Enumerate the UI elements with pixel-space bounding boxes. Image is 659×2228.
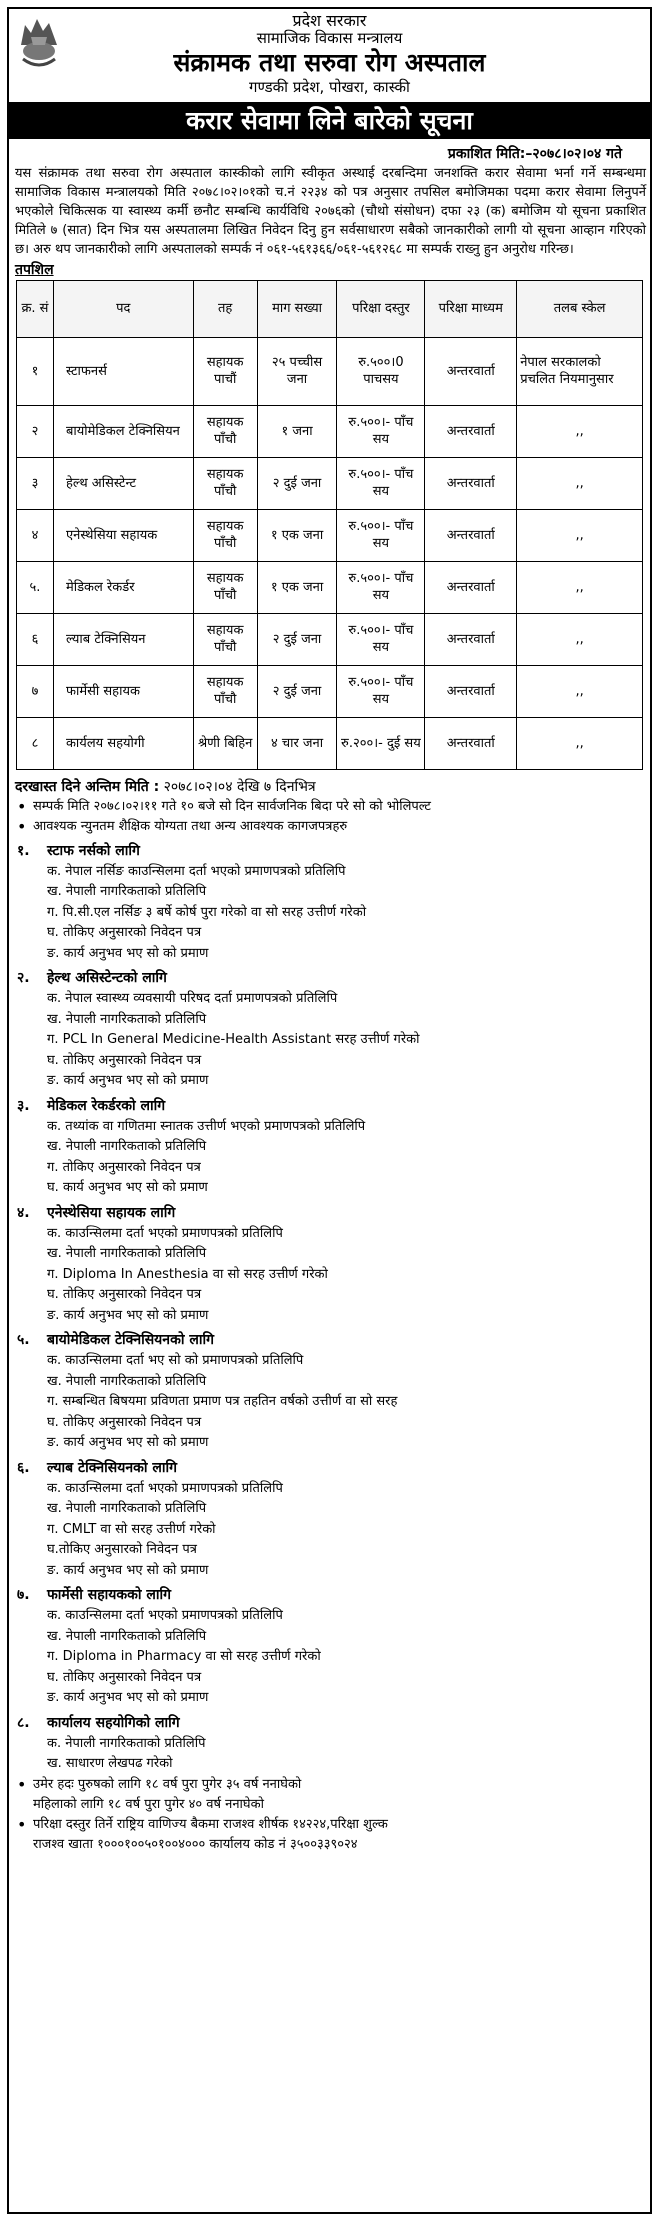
- table-cell: ७: [17, 665, 54, 717]
- table-cell: १ एक जना: [257, 509, 337, 561]
- vacancy-table: [16, 280, 643, 770]
- section-title: हेल्थ असिस्टेन्टको लागि: [47, 970, 167, 987]
- requirement-item: ख. नेपाली नागरिकताको प्रतिलिपि: [47, 884, 207, 900]
- table-cell: अन्तरवार्ता: [425, 509, 517, 561]
- section-heading: [9, 1202, 650, 1224]
- requirement-item: ङ. कार्य अनुभव भए सो को प्रमाण: [47, 1562, 209, 1578]
- section-number: ७.: [17, 1587, 30, 1604]
- table-cell: सहायक पाँचौ: [193, 405, 257, 457]
- requirement-item: ख. नेपाली नागरिकताको प्रतिलिपि: [47, 1501, 207, 1517]
- table-cell: अन्तरवार्ता: [425, 337, 517, 405]
- section-heading: [9, 967, 650, 989]
- table-cell: अन्तरवार्ता: [425, 613, 517, 665]
- requirement-item: ङ. कार्य अनुभव भए सो को प्रमाण: [47, 945, 209, 961]
- requirement-item: घ. कार्य अनुभव भए सो को प्रमाण: [47, 1180, 208, 1196]
- requirement-item: क. तथ्यांक वा गणितमा स्नातक उत्तीर्ण भएको प्रमाणपत्रको प्रतिलिपि: [47, 1118, 366, 1134]
- table-row: [17, 717, 643, 769]
- table-cell: रु.५००।- पाँच सय: [337, 665, 425, 717]
- table-cell: ६: [17, 613, 54, 665]
- requirement-item: ख. नेपाली नागरिकताको प्रतिलिपि: [47, 1628, 207, 1644]
- section-heading: [9, 1457, 650, 1479]
- header-address: गण्डकी प्रदेश, पोखरा, कास्की: [249, 78, 410, 97]
- requirement-item: ग. सम्बन्धित बिषयमा प्रविणता प्रमाण पत्र तहतिन वर्षको उत्तीर्ण वा सो सरह: [47, 1394, 398, 1410]
- requirement-item: ख. साधारण लेखपढ गरेको: [47, 1756, 173, 1772]
- table-cell: १ एक जना: [257, 561, 337, 613]
- requirement-item: ङ. कार्य अनुभव भए सो को प्रमाण: [47, 1435, 209, 1451]
- section-number: ३.: [17, 1097, 30, 1114]
- section-heading: [9, 1095, 650, 1117]
- table-cell: ४ चार जना: [257, 717, 337, 769]
- requirement-item: घ.तोकिए अनुसारको निवेदन पत्र: [47, 1542, 197, 1558]
- table-cell: सहायक पाँचौ: [193, 457, 257, 509]
- requirement-item: घ. तोकिए अनुसारको निवेदन पत्र: [47, 1287, 202, 1303]
- table-cell: अन्तरवार्ता: [425, 665, 517, 717]
- notice-page: [7, 7, 652, 2214]
- deadline-value: २०७८।०२।०४ देखि ७ दिनभित्र: [159, 778, 316, 795]
- requirement-item: ग. CMLT वा सो सरह उत्तीर्ण गरेको: [47, 1521, 216, 1537]
- table-cell: रु.५००।- पाँच सय: [337, 405, 425, 457]
- table-cell: बायोमेडिकल टेक्निसियन: [53, 405, 193, 457]
- section-number: ६.: [17, 1459, 30, 1476]
- published-date: प्रकाशित मिति:–२०७८।०२।०४ गते: [447, 145, 622, 162]
- table-cell: ,,: [517, 405, 643, 457]
- section-title: स्टाफ नर्सको लागि: [47, 842, 140, 859]
- requirement-item: क. काउन्सिलमा दर्ता भएको प्रमाणपत्रको प्रतिलिपि: [47, 1225, 283, 1241]
- notice-title-banner: करार सेवामा लिने बारेको सूचना: [9, 102, 650, 139]
- table-cell: ४: [17, 509, 54, 561]
- col-level: तह: [193, 280, 257, 337]
- fee-bullet: • परिक्षा दस्तुर तिर्ने राष्ट्रिय वाणिज्य बैकमा राजश्व शीर्षक १४२२४,परिक्षा शुल्क: [9, 1815, 650, 1835]
- requirement-item: ग. PCL In General Medicine-Health Assistant सरह उत्तीर्ण गरेको: [47, 1032, 420, 1048]
- section-heading: [9, 1329, 650, 1351]
- table-cell: ३: [17, 457, 54, 509]
- col-salary: तलब स्केल: [517, 280, 643, 337]
- section-number: ४.: [17, 1204, 30, 1221]
- col-serial: क्र. सं: [17, 280, 54, 337]
- revenue-account: राजश्व खाता १०००१००५०१००४००० कार्यालय कोड नं ३५००३३९०२४: [33, 1836, 358, 1852]
- table-cell: नेपाल सरकालको प्रचलित नियमानुसार: [517, 337, 643, 405]
- table-cell: अन्तरवार्ता: [425, 457, 517, 509]
- requirement-item: ख. नेपाली नागरिकताको प्रतिलिपि: [47, 1373, 207, 1389]
- table-cell: अन्तरवार्ता: [425, 561, 517, 613]
- table-cell: २ दुई जना: [257, 613, 337, 665]
- table-cell: २ दुई जना: [257, 457, 337, 509]
- section-heading: [9, 1712, 650, 1734]
- section-title: ल्याब टेक्निसियनको लागि: [47, 1459, 177, 1476]
- section-heading: [9, 840, 650, 862]
- requirement-item: क. काउन्सिलमा दर्ता भएको प्रमाणपत्रको प्रतिलिपि: [47, 1480, 283, 1496]
- letterhead: [9, 12, 650, 97]
- details-subhead: तपशिल: [15, 261, 54, 278]
- table-cell: २५ पच्चीस जना: [257, 337, 337, 405]
- requirement-item: ग. Diploma In Anesthesia वा सो सरह उत्तीर्ण गरेको: [47, 1266, 328, 1282]
- hospital-name: संक्रामक तथा सरुवा रोग अस्पताल: [173, 47, 486, 77]
- table-cell: ,,: [517, 717, 643, 769]
- documents-bullet: • आवश्यक न्युनतम शैक्षिक योग्यता तथा अन्य आवश्यक कागजपत्रहरु: [9, 817, 650, 837]
- table-cell: सहायक पाँचौ: [193, 509, 257, 561]
- requirement-item: क. काउन्सिलमा दर्ता भए सो को प्रमाणपत्रको प्रतिलिपि: [47, 1353, 304, 1369]
- table-row: [17, 561, 643, 613]
- requirement-item: ग. Diploma in Pharmacy वा सो सरह उत्तीर्ण गरेको: [47, 1649, 321, 1665]
- table-cell: ५.: [17, 561, 54, 613]
- table-cell: एनेस्थेसिया सहायक: [53, 509, 193, 561]
- table-cell: सहायक पाँचौ: [193, 561, 257, 613]
- requirement-item: ङ. कार्य अनुभव भए सो को प्रमाण: [47, 1073, 209, 1089]
- table-cell: ८: [17, 717, 54, 769]
- table-cell: ल्याब टेक्निसियन: [53, 613, 193, 665]
- table-cell: रु.५००।0 पाचसय: [337, 337, 425, 405]
- section-title: फार्मेसी सहायकको लागि: [47, 1587, 172, 1604]
- requirement-item: घ. तोकिए अनुसारको निवेदन पत्र: [47, 1414, 202, 1430]
- table-cell: रु.५००।- पाँच सय: [337, 613, 425, 665]
- table-cell: ,,: [517, 613, 643, 665]
- table-row: [17, 457, 643, 509]
- table-row: [17, 405, 643, 457]
- table-cell: ,,: [517, 509, 643, 561]
- table-cell: २: [17, 405, 54, 457]
- table-cell: ,,: [517, 561, 643, 613]
- section-number: ५.: [17, 1332, 30, 1349]
- table-cell: रु.५००।- पाँच सय: [337, 457, 425, 509]
- requirement-item: ग. तोकिए अनुसारको निवेदन पत्र: [47, 1159, 201, 1175]
- section-number: १.: [17, 842, 30, 859]
- header-line1: प्रदेश सरकार: [292, 11, 367, 30]
- table-cell: सहायक पाचौं: [193, 337, 257, 405]
- table-cell: फार्मेसी सहायक: [53, 665, 193, 717]
- table-cell: स्टाफनर्स: [53, 337, 193, 405]
- table-row: [17, 337, 643, 405]
- contact-date-bullet: • सम्पर्क मिति २०७८।०२।११ गते १० बजे सो दिन सार्वजनिक बिदा परे सो को भोलिपल्ट: [9, 797, 650, 817]
- intro-paragraph: यस संक्रामक तथा सरुवा रोग अस्पताल कास्कीको लागि स्वीकृत अस्थाई दरबन्दिमा जनशक्ति करार सेवामा भर्ना गर्ने सम्बन्धमा सामाजिक विकास मन्त्रालयको मिति २०७८।०२।०१को च.नं २२३४ को पत्र अनुसार तपसिल बमोजिमका पदमा करार सेवामा लिनुपर्ने भएकोले चिकित्सक या स्वास्थ्य कर्मी छनौट सम्बन्धि कार्यविधि २०७६को (चौथो संसोधन) दफा २३ (क) बमोजिम यो सूचना प्रकाशित मितिले ७ (सात) दिन भित्र यस अस्पतालमा लिखित निवेदन दिनु हुन सर्वसाधारण सबैको जानकारीको लागी यो सूचना आव्हान गरिएको छ। अरु थप जानकारीको लागि अस्पतालको सम्पर्क नं ०६१-५६१३६६/०६१-५६१२६८ मा सम्पर्क राख्नु हुन अनुरोध गरिन्छ।: [15, 165, 646, 257]
- table-cell: रु.२००।- दुई सय: [337, 717, 425, 769]
- table-cell: ,,: [517, 457, 643, 509]
- requirement-item: क. नेपाली नागरिकताको प्रतिलिपि: [47, 1735, 206, 1751]
- table-cell: हेल्थ असिस्टेन्ट: [53, 457, 193, 509]
- requirement-item: ख. नेपाली नागरिकताको प्रतिलिपि: [47, 1139, 207, 1155]
- col-exam-mode: परिक्षा माध्यम: [425, 280, 517, 337]
- table-cell: १: [17, 337, 54, 405]
- age-limit-bullet: • उमेर हदः पुरुषको लागि १८ वर्ष पुरा पुगेर ३५ वर्ष ननाघेको: [9, 1775, 650, 1795]
- requirement-sections: [9, 840, 650, 1775]
- table-cell: सहायक पाँचौ: [193, 613, 257, 665]
- table-row: [17, 613, 643, 665]
- section-number: २.: [17, 970, 30, 987]
- col-fee: परिक्षा दस्तुर: [337, 280, 425, 337]
- section-title: एनेस्थेसिया सहायक लागि: [47, 1204, 176, 1221]
- col-demand: माग सख्या: [257, 280, 337, 337]
- table-cell: २ दुई जना: [257, 665, 337, 717]
- deadline-label: दरखास्त दिने अन्तिम मिति :: [15, 778, 160, 795]
- table-cell: १ जना: [257, 405, 337, 457]
- requirement-item: घ. तोकिए अनुसारको निवेदन पत्र: [47, 1052, 202, 1068]
- table-cell: ,,: [517, 665, 643, 717]
- requirement-item: ङ. कार्य अनुभव भए सो को प्रमाण: [47, 1690, 209, 1706]
- table-cell: अन्तरवार्ता: [425, 405, 517, 457]
- section-heading: [9, 1584, 650, 1606]
- age-limit-female: महिलाको लागि १८ वर्ष पुरा पुगेर ४० वर्ष ननाघेको: [33, 1796, 264, 1812]
- requirement-item: ख. नेपाली नागरिकताको प्रतिलिपि: [47, 1246, 207, 1262]
- table-cell: रु.५००।- पाँच सय: [337, 509, 425, 561]
- table-cell: सहायक पाँचौ: [193, 665, 257, 717]
- requirement-item: क. काउन्सिलमा दर्ता भएको प्रमाणपत्रको प्रतिलिपि: [47, 1608, 283, 1624]
- table-cell: रु.५००।- पाँच सय: [337, 561, 425, 613]
- section-title: कार्यालय सहयोगिको लागि: [47, 1714, 180, 1731]
- header-line2: सामाजिक विकास मन्त्रालय: [256, 29, 403, 48]
- col-post: पद: [53, 280, 193, 337]
- table-header-row: [17, 280, 643, 337]
- table-row: [17, 665, 643, 717]
- table-cell: कार्यलय सहयोगी: [53, 717, 193, 769]
- requirement-item: ख. नेपाली नागरिकताको प्रतिलिपि: [47, 1011, 207, 1027]
- deadline-line: [15, 777, 650, 797]
- requirement-item: घ. तोकिए अनुसारको निवेदन पत्र: [47, 925, 202, 941]
- requirement-item: ङ. कार्य अनुभव भए सो को प्रमाण: [47, 1307, 209, 1323]
- table-cell: अन्तरवार्ता: [425, 717, 517, 769]
- table-cell: मेडिकल रेकर्डर: [53, 561, 193, 613]
- nepal-emblem-icon: [17, 15, 61, 71]
- section-title: मेडिकल रेकर्डरको लागि: [47, 1097, 166, 1114]
- section-number: ८.: [17, 1714, 30, 1731]
- requirement-item: ग. पि.सी.एल नर्सिङ ३ बर्षे कोर्ष पुरा गरेको वा सो सरह उत्तीर्ण गरेको: [47, 904, 367, 920]
- table-cell: श्रेणी बिहिन: [193, 717, 257, 769]
- requirement-item: क. नेपाल नर्सिङ काउन्सिलमा दर्ता भएको प्रमाणपत्रको प्रतिलिपि: [47, 863, 346, 879]
- requirement-item: घ. तोकिए अनुसारको निवेदन पत्र: [47, 1669, 202, 1685]
- table-row: [17, 509, 643, 561]
- section-title: बायोमेडिकल टेक्निसियनको लागि: [47, 1332, 214, 1349]
- requirement-item: क. नेपाल स्वास्थ्य व्यवसायी परिषद दर्ता प्रमाणपत्रको प्रतिलिपि: [47, 991, 338, 1007]
